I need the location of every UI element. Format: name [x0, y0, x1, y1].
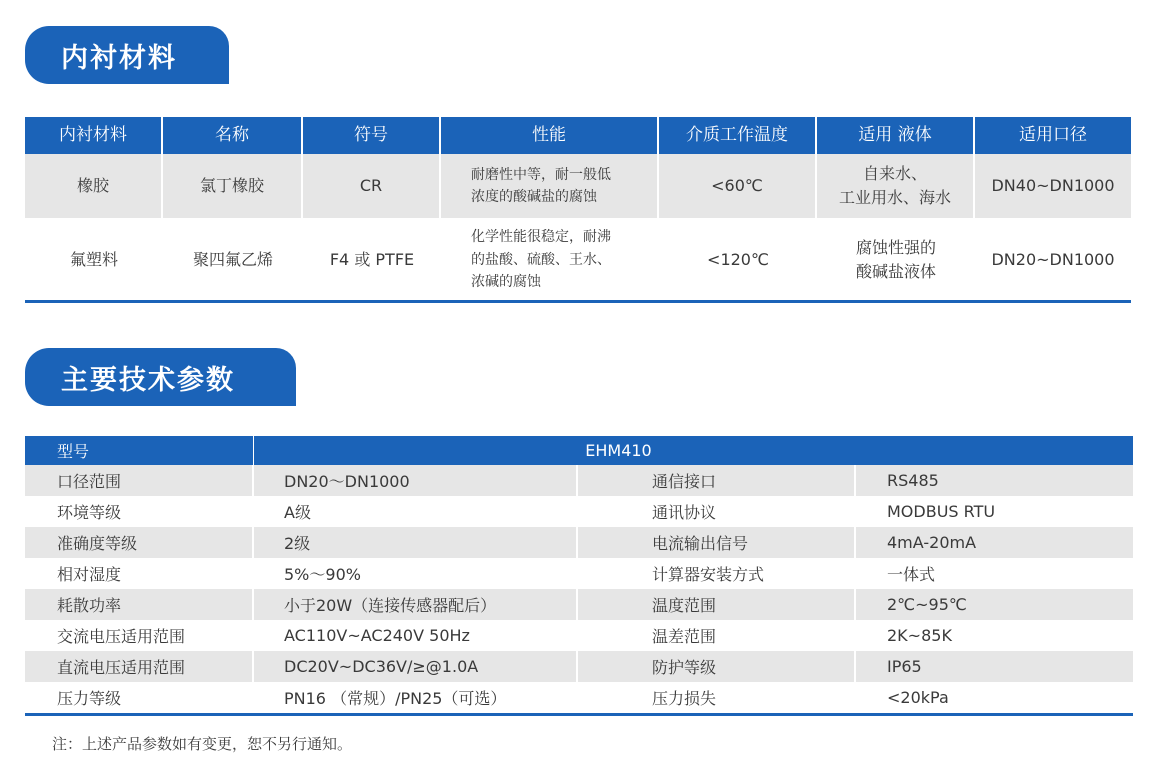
header-cell: 性能	[441, 117, 659, 154]
table-row	[25, 220, 1131, 303]
param-label: 交流电压适用范围	[25, 620, 254, 651]
param-value: 2℃~95℃	[887, 595, 967, 614]
section-title-specs: 主要技术参数	[25, 348, 296, 406]
param-label: 压力损失	[578, 682, 856, 713]
table-row	[25, 496, 1133, 527]
liquid-line: 腐蚀性强的	[855, 238, 936, 257]
param-value: A级	[254, 496, 578, 527]
table-row	[25, 154, 1131, 220]
table-bottom-rule	[25, 713, 1133, 716]
param-value: DC20V~DC36V/≥@1.0A	[254, 651, 578, 682]
spec-table-header	[25, 436, 1133, 465]
performance-line: 浓碱的腐蚀	[471, 274, 541, 291]
table-row	[25, 527, 1133, 558]
liquid-line: 自来水、	[862, 164, 927, 183]
material-cell: 橡胶	[25, 154, 163, 218]
param-label: 相对湿度	[25, 558, 254, 589]
model-label: 型号	[25, 436, 254, 465]
param-value: 2K~85K	[887, 626, 952, 645]
header-cell: 介质工作温度	[659, 117, 817, 154]
performance-cell	[441, 220, 659, 300]
table-row	[25, 465, 1133, 496]
table-row	[25, 620, 1133, 651]
param-label: 温差范围	[578, 620, 856, 651]
model-value: EHM410	[585, 441, 652, 460]
param-label: 温度范围	[578, 589, 856, 620]
param-label: 通讯协议	[578, 496, 856, 527]
table-row	[25, 558, 1133, 589]
table-row	[25, 589, 1133, 620]
param-value: 2级	[254, 527, 578, 558]
symbol-cell: CR	[303, 154, 441, 218]
name-cell: 氯丁橡胶	[163, 154, 303, 218]
param-label: 压力等级	[25, 682, 254, 713]
param-value: 5%～90%	[254, 558, 578, 589]
lining-table-header	[25, 117, 1131, 154]
param-value: 小于20W（连接传感器配后）	[254, 589, 578, 620]
diameter-cell: DN40~DN1000	[991, 176, 1115, 195]
param-label: 电流输出信号	[578, 527, 856, 558]
performance-line: 耐磨性中等，耐一般低	[471, 166, 611, 183]
liquid-line: 工业用水、海水	[838, 188, 951, 207]
liquid-cell	[817, 220, 975, 300]
param-label: 防护等级	[578, 651, 856, 682]
header-cell: 内衬材料	[25, 117, 163, 154]
header-cell: 适用口径	[1019, 124, 1087, 145]
header-cell: 名称	[163, 117, 303, 154]
performance-line: 的盐酸、硫酸、王水、	[471, 251, 611, 268]
param-value: RS485	[887, 471, 939, 490]
param-value: PN16 （常规）/PN25（可选）	[254, 682, 578, 713]
lining-table	[25, 117, 1131, 303]
section-title-lining: 内衬材料	[25, 26, 229, 84]
table-row	[25, 651, 1133, 682]
param-value: IP65	[887, 657, 922, 676]
param-label: 环境等级	[25, 496, 254, 527]
spec-table	[25, 436, 1133, 716]
temperature-cell: <60℃	[659, 154, 817, 218]
param-label: 耗散功率	[25, 589, 254, 620]
temperature-cell: <120℃	[707, 250, 769, 269]
liquid-cell	[817, 154, 975, 218]
material-cell: 氟塑料	[69, 250, 118, 269]
liquid-line: 酸碱盐液体	[855, 262, 936, 281]
header-cell: 符号	[303, 117, 441, 154]
param-label: 口径范围	[25, 465, 254, 496]
diameter-cell: DN20~DN1000	[991, 250, 1115, 269]
header-cell: 适用 液体	[817, 117, 975, 154]
param-value: <20kPa	[887, 688, 949, 707]
table-row	[25, 682, 1133, 713]
symbol-cell: F4 或 PTFE	[329, 250, 415, 269]
param-value: 4mA-20mA	[887, 533, 977, 552]
param-value: MODBUS RTU	[887, 502, 996, 521]
param-label: 直流电压适用范围	[25, 651, 254, 682]
performance-line: 浓度的酸碱盐的腐蚀	[471, 189, 597, 205]
param-label: 准确度等级	[25, 527, 254, 558]
performance-cell	[441, 154, 659, 218]
param-label: 计算器安装方式	[578, 558, 856, 589]
param-value: 一体式	[887, 565, 936, 584]
performance-line: 化学性能很稳定，耐沸	[471, 229, 611, 246]
name-cell: 聚四氟乙烯	[192, 250, 273, 269]
footnote: 注：上述产品参数如有变更，恕不另行通知。	[52, 735, 353, 753]
param-label: 通信接口	[578, 465, 856, 496]
param-value: AC110V~AC240V 50Hz	[254, 620, 578, 651]
param-value: DN20～DN1000	[254, 465, 578, 496]
